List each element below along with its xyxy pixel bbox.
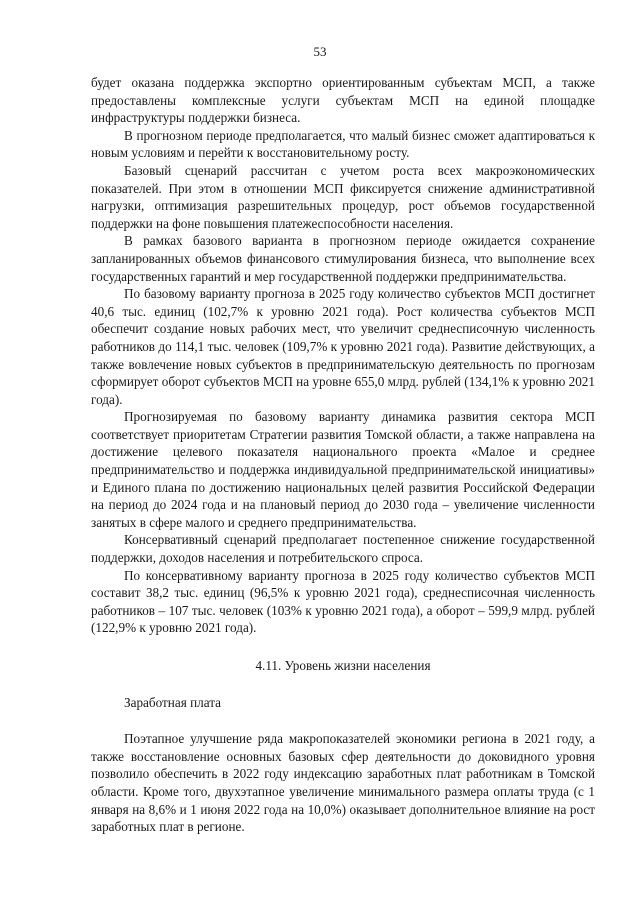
page-number: 53 [313,44,327,59]
paragraph: В рамках базового варианта в прогнозном периоде ожидается сохранение запланированных объемов финансового стимулирования бизнеса, что выполнение всех государственных гарантий и мер государственной поддержки предпринимательства. [91,233,595,284]
paragraph: Консервативный сценарий предполагает постепенное снижение государственной поддержки, доходов населения и потребительского спроса. [91,532,595,566]
subheading: Заработная плата [124,694,221,710]
paragraph: будет оказана поддержка экспортно ориентированным субъектам МСП, а также предоставлены комплексные услуги субъектам МСП на единой площадке инфраструктуры поддержки бизнеса. [91,75,595,126]
paragraph: По базовому варианту прогноза в 2025 году количество субъектов МСП достигнет 40,6 тыс. единиц (102,7% к уровню 2021 года). Рост количества субъектов МСП обеспечит создание новых рабочих мест, что увеличит среднесписочную численность работников до 114,1 тыс. человек (109,7% к уровню 2021 года). Развитие действующих, а также вовлечение новых субъектов в предпринимательскую деятельность по прогнозам сформирует оборот субъектов МСП на уровне 655,0 млрд. рублей (134,1% к уровню 2021 года). [91,286,595,407]
paragraph: Поэтапное улучшение ряда макропоказателей экономики региона в 2021 году, а также восстановление основных базовых сфер деятельности до доковидного уровня позволило обеспечить в 2022 году индексацию заработных плат работникам в Томской области. Кроме того, двухэтапное увеличение минимального размера оплаты труда (с 1 января на 8,6% и 1 июня 2022 года на 10,0%) оказывает дополнительное влияние на рост заработных плат в регионе. [91,731,595,835]
document-body [91,74,595,836]
paragraph: Базовый сценарий рассчитан с учетом роста всех макроэкономических показателей. При этом в отношении МСП фиксируется снижение административной нагрузки, оптимизация разрешительных процедур, рост объемов государственной поддержки на фоне повышения платежеспособности населения. [91,162,595,231]
section-heading: 4.11. Уровень жизни населения [255,658,431,673]
paragraph: Прогнозируемая по базовому варианту динамика развития сектора МСП соответствует приоритетам Стратегии развития Томской области, а также направлена на достижение целевого показателя национального проекта «Малое и среднее предпринимательство и поддержка индивидуальной предпринимательской инициативы» и Единого плана по достижению национальных целей развития Российской Федерации на период до 2024 года и на плановый период до 2030 года – увеличение численности занятых в сфере малого и среднего предпринимательства. [91,409,595,530]
paragraph: В прогнозном периоде предполагается, что малый бизнес сможет адаптироваться к новым условиям и перейти к восстановительному росту. [91,127,595,161]
paragraph: По консервативному варианту прогноза в 2025 году количество субъектов МСП составит 38,2 тыс. единиц (96,5% к уровню 2021 года), среднесписочная численность работников – 107 тыс. человек (103% к уровню 2021 года), а оборот – 599,9 млрд. рублей (122,9% к уровню 2021 года). [91,567,595,636]
